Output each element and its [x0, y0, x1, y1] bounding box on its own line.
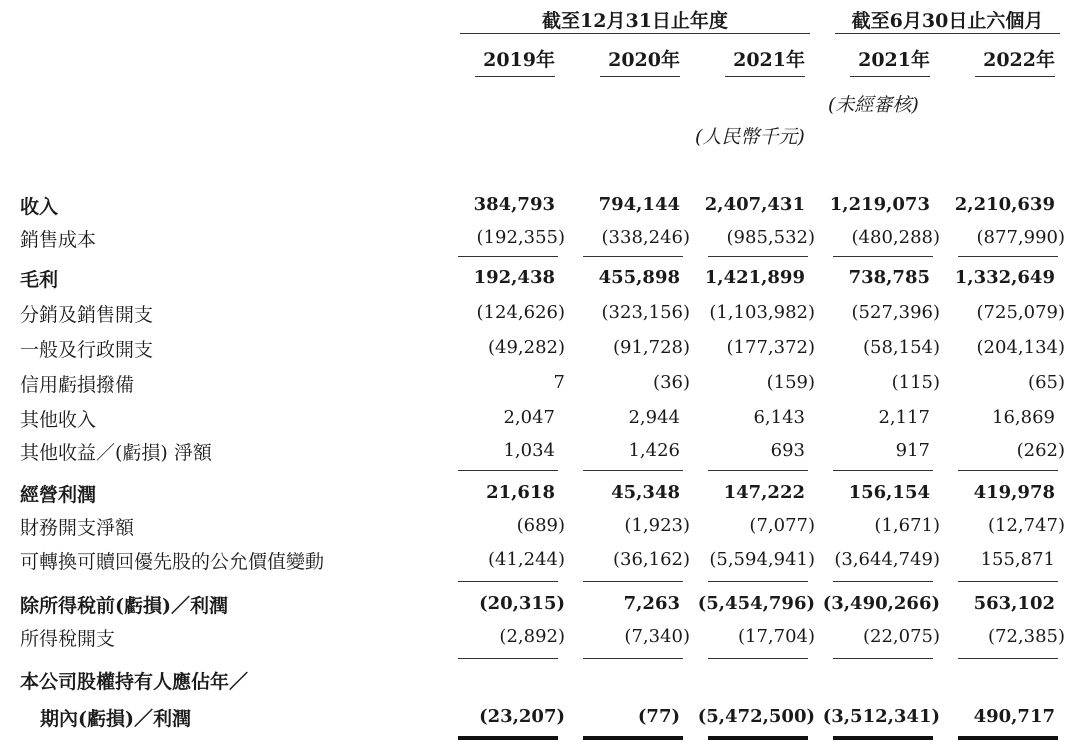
year-underline [725, 76, 805, 77]
value-cell: (5,472,500) [697, 706, 815, 727]
subtotal-rule [458, 256, 558, 257]
value-cell: 1,034 [503, 440, 555, 461]
row-label: 其他收入 [20, 409, 97, 431]
total-double-rule [958, 736, 1058, 740]
row-label: 期內(虧損)／利潤 [40, 708, 191, 730]
value-cell: 1,219,073 [829, 194, 930, 215]
year-header: 2020年 [608, 49, 680, 71]
subtotal-rule [458, 658, 558, 659]
value-cell: 2,944 [628, 407, 680, 428]
value-cell: (3,512,341) [822, 706, 940, 727]
value-cell: 6,143 [753, 407, 805, 428]
year-underline [475, 76, 555, 77]
total-double-rule [583, 736, 683, 740]
value-cell: (192,355) [476, 227, 565, 248]
value-cell: (159) [766, 372, 815, 393]
value-cell: (49,282) [487, 337, 565, 358]
header-group-annual: 截至12月31日止年度 [542, 10, 728, 32]
value-cell: (480,288) [851, 227, 940, 248]
value-cell: 45,348 [611, 482, 680, 503]
value-cell: (725,079) [976, 302, 1065, 323]
value-cell: 693 [770, 440, 805, 461]
row-label: 分銷及銷售開支 [20, 304, 154, 326]
row-label: 一般及行政開支 [20, 339, 154, 361]
value-cell: (36) [653, 372, 690, 393]
year-header: 2021年 [733, 49, 805, 71]
value-cell: (877,990) [976, 227, 1065, 248]
subtotal-rule [708, 658, 808, 659]
value-cell: 2,047 [503, 407, 555, 428]
total-double-rule [458, 736, 558, 740]
subtotal-rule [833, 581, 933, 582]
subtotal-rule [583, 581, 683, 582]
value-cell: (72,385) [987, 626, 1065, 647]
value-cell: (58,154) [862, 337, 940, 358]
header-group-underline [835, 33, 1060, 34]
header-group-underline [460, 33, 810, 34]
value-cell: (23,207) [479, 706, 565, 727]
value-cell: (17,704) [737, 626, 815, 647]
value-cell: 156,154 [848, 482, 930, 503]
row-label: 其他收益／(虧損) 淨額 [20, 442, 212, 464]
value-cell: 563,102 [973, 593, 1055, 614]
currency-note: (人民幣千元) [695, 126, 805, 148]
unaudited-note: (未經審核) [828, 94, 919, 116]
value-cell: (20,315) [479, 593, 565, 614]
subtotal-rule [833, 470, 933, 471]
value-cell: 455,898 [598, 267, 680, 288]
row-label: 除所得稅前(虧損)／利潤 [20, 595, 228, 617]
year-underline [850, 76, 930, 77]
row-label: 財務開支淨額 [20, 517, 135, 539]
value-cell: (985,532) [726, 227, 815, 248]
subtotal-rule [708, 256, 808, 257]
subtotal-rule [583, 470, 683, 471]
value-cell: (5,594,941) [709, 549, 815, 570]
subtotal-rule [958, 658, 1058, 659]
year-header: 2019年 [483, 49, 555, 71]
value-cell: 2,117 [878, 407, 930, 428]
value-cell: (36,162) [612, 549, 690, 570]
year-header: 2022年 [983, 49, 1055, 71]
value-cell: (3,490,266) [822, 593, 940, 614]
value-cell: (7,077) [749, 515, 815, 536]
row-label: 收入 [20, 196, 59, 218]
value-cell: (7,340) [624, 626, 690, 647]
value-cell: (77) [637, 706, 680, 727]
value-cell: 917 [895, 440, 930, 461]
row-label: 可轉換可贖回優先股的公允價值變動 [20, 551, 325, 573]
row-label: 本公司股權持有人應佔年／ [20, 671, 249, 693]
value-cell: (124,626) [476, 302, 565, 323]
value-cell: 2,210,639 [954, 194, 1055, 215]
row-label: 信用虧損撥備 [20, 374, 135, 396]
value-cell: 147,222 [723, 482, 805, 503]
value-cell: (91,728) [612, 337, 690, 358]
value-cell: (204,134) [976, 337, 1065, 358]
value-cell: (527,396) [851, 302, 940, 323]
value-cell: 1,421,899 [704, 267, 805, 288]
value-cell: 738,785 [848, 267, 930, 288]
value-cell: 7 [553, 372, 565, 393]
value-cell: 384,793 [473, 194, 555, 215]
value-cell: (2,892) [499, 626, 565, 647]
header-group-six-months: 截至6月30日止六個月 [851, 10, 1044, 32]
value-cell: 490,717 [973, 706, 1055, 727]
value-cell: (177,372) [726, 337, 815, 358]
subtotal-rule [583, 658, 683, 659]
value-cell: 1,332,649 [954, 267, 1055, 288]
value-cell: (323,156) [601, 302, 690, 323]
subtotal-rule [458, 581, 558, 582]
value-cell: (1,671) [874, 515, 940, 536]
subtotal-rule [833, 658, 933, 659]
value-cell: 155,871 [980, 549, 1055, 570]
value-cell: (41,244) [487, 549, 565, 570]
subtotal-rule [458, 470, 558, 471]
row-label: 毛利 [20, 269, 59, 291]
value-cell: (1,103,982) [709, 302, 815, 323]
value-cell: (1,923) [624, 515, 690, 536]
year-underline [975, 76, 1055, 77]
row-label: 所得稅開支 [20, 628, 116, 650]
value-cell: (12,747) [987, 515, 1065, 536]
subtotal-rule [708, 470, 808, 471]
value-cell: (262) [1016, 440, 1065, 461]
value-cell: 192,438 [473, 267, 555, 288]
value-cell: (65) [1028, 372, 1065, 393]
year-underline [600, 76, 680, 77]
value-cell: (22,075) [862, 626, 940, 647]
value-cell: 419,978 [973, 482, 1055, 503]
value-cell: 16,869 [992, 407, 1055, 428]
value-cell: (338,246) [601, 227, 690, 248]
value-cell: 1,426 [628, 440, 680, 461]
total-double-rule [708, 736, 808, 740]
value-cell: 7,263 [623, 593, 680, 614]
value-cell: (115) [891, 372, 940, 393]
value-cell: 2,407,431 [704, 194, 805, 215]
value-cell: 794,144 [598, 194, 680, 215]
value-cell: 21,618 [486, 482, 555, 503]
row-label: 銷售成本 [20, 229, 97, 251]
subtotal-rule [958, 256, 1058, 257]
subtotal-rule [708, 581, 808, 582]
subtotal-rule [958, 581, 1058, 582]
value-cell: (5,454,796) [697, 593, 815, 614]
year-header: 2021年 [858, 49, 930, 71]
subtotal-rule [833, 256, 933, 257]
row-label: 經營利潤 [20, 484, 97, 506]
total-double-rule [833, 736, 933, 740]
value-cell: (3,644,749) [834, 549, 940, 570]
subtotal-rule [958, 470, 1058, 471]
subtotal-rule [583, 256, 683, 257]
value-cell: (689) [516, 515, 565, 536]
